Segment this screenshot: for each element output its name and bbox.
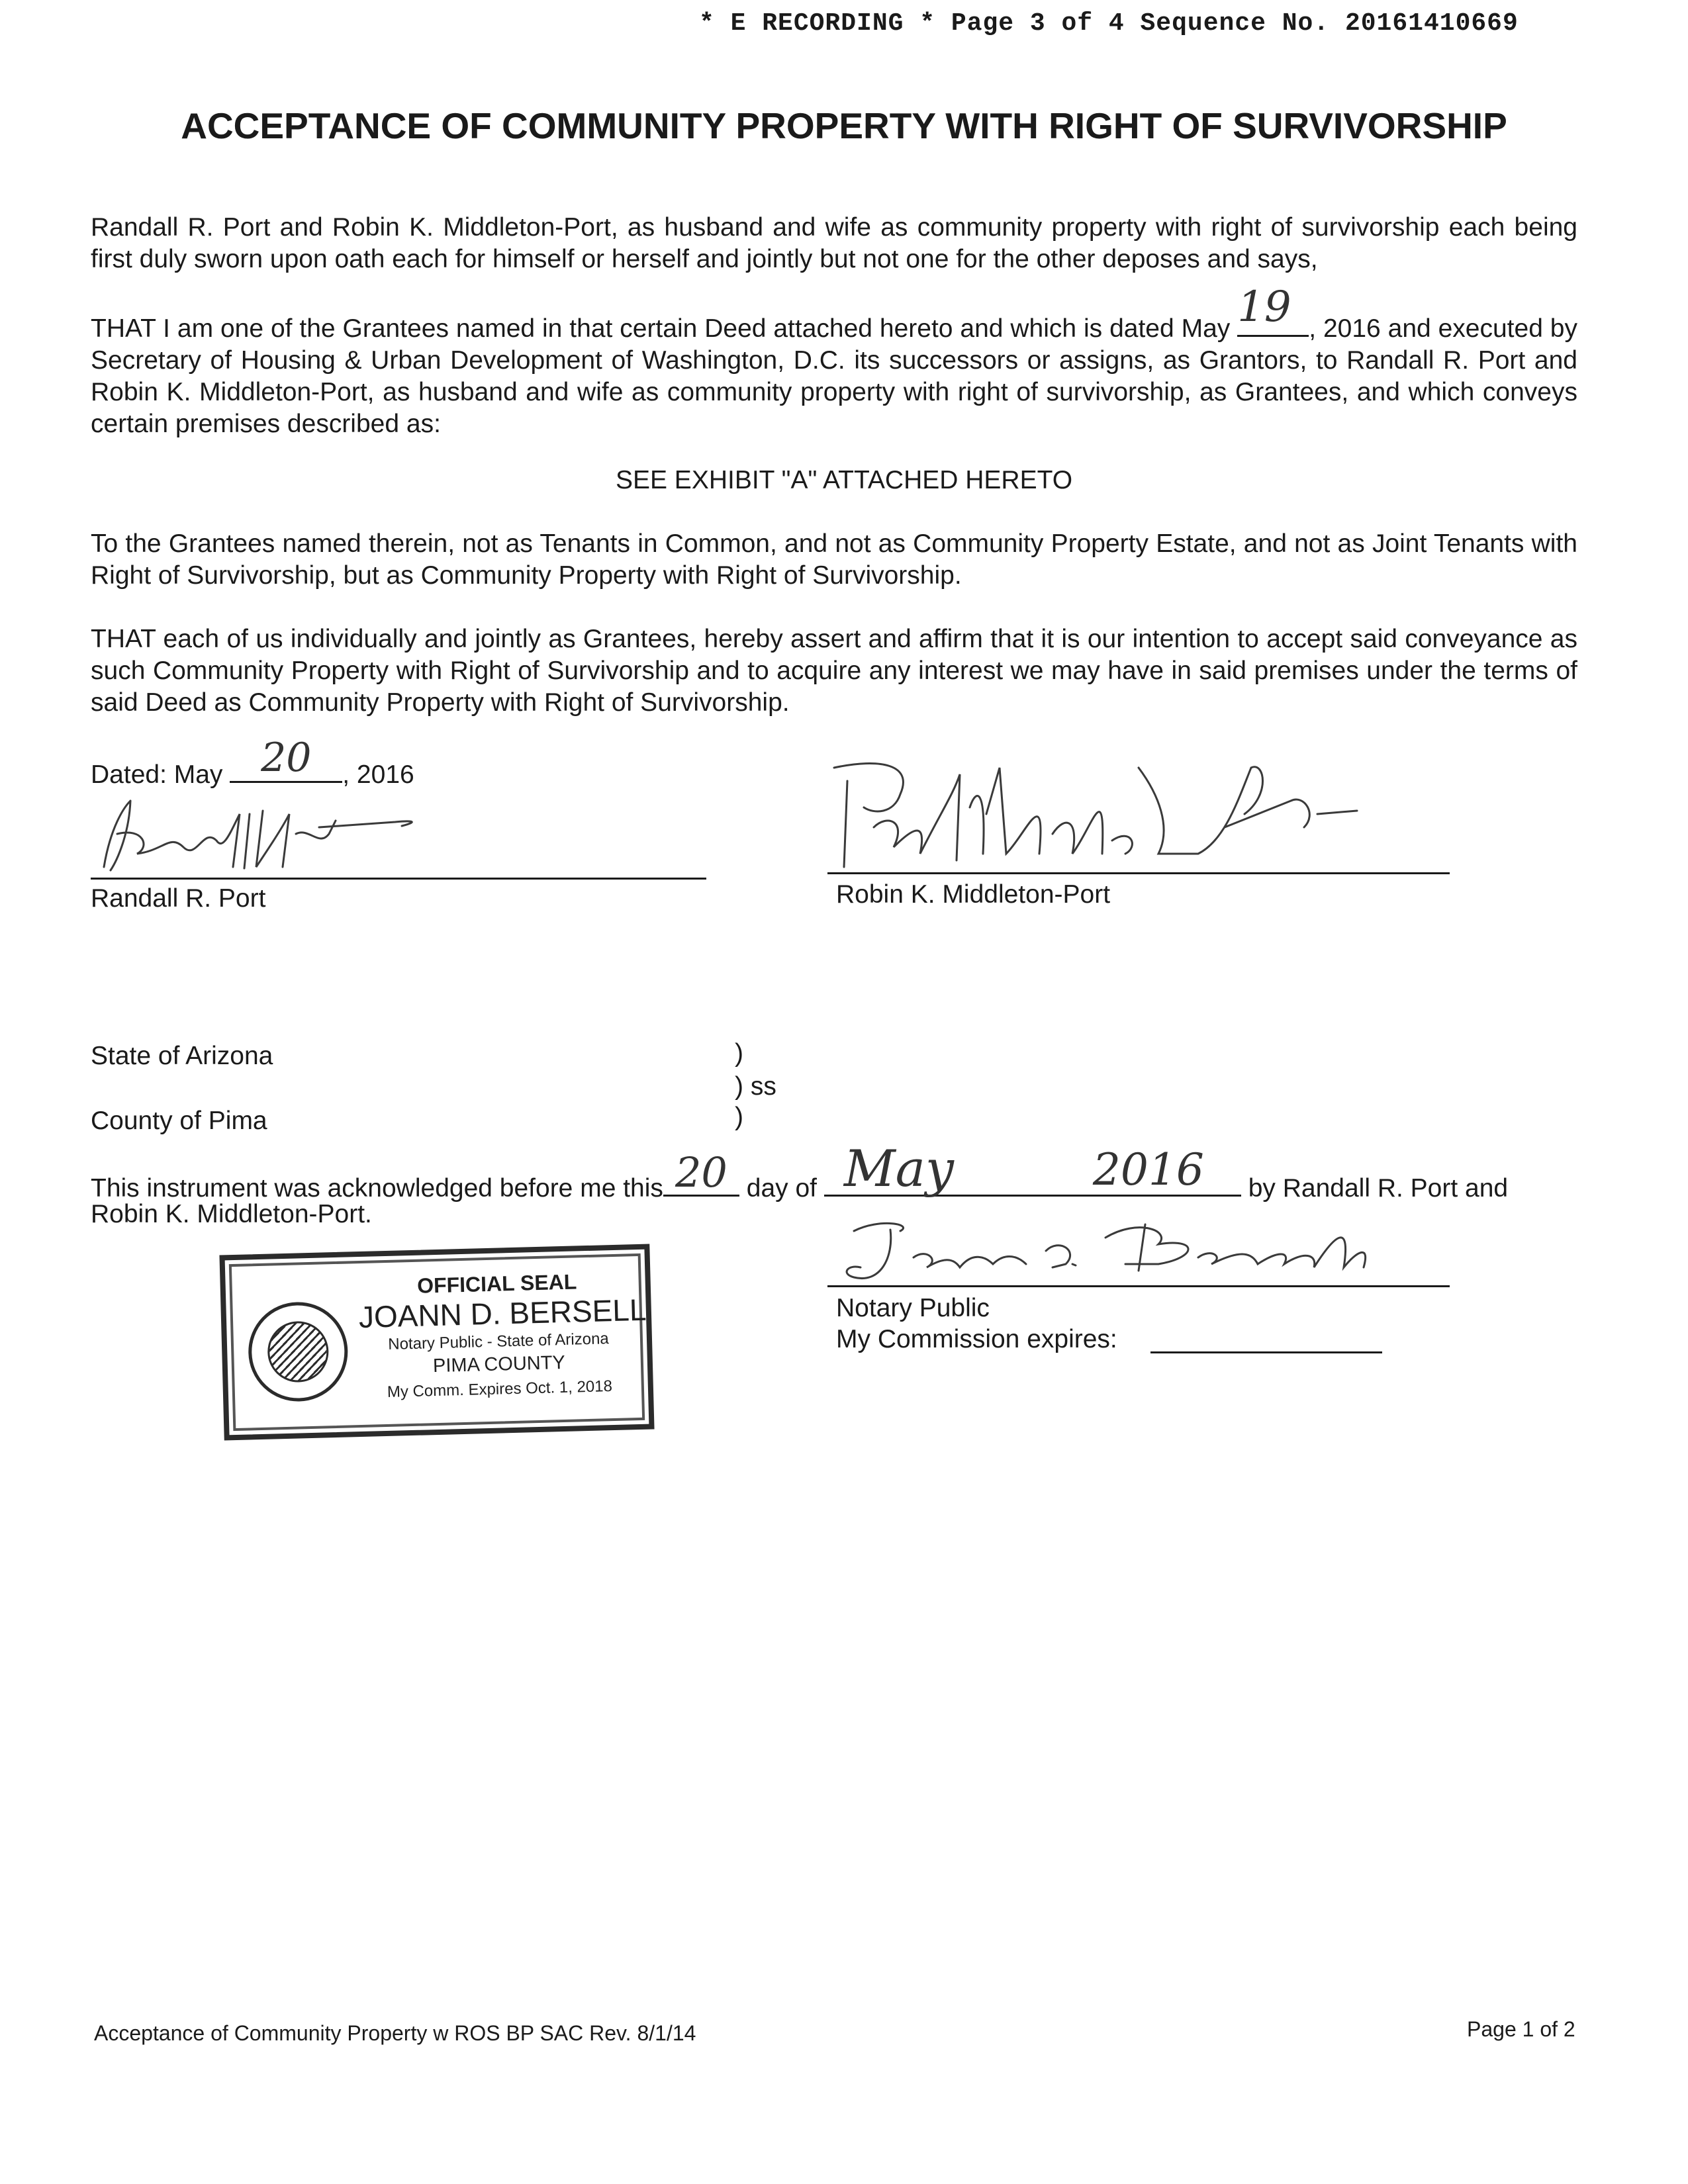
- venue-ss: ) ss: [735, 1072, 776, 1101]
- seal-expiration: My Comm. Expires Oct. 1, 2018: [387, 1377, 613, 1401]
- commission-expires-label: My Commission expires:: [836, 1325, 1117, 1353]
- ack-prefix: This instrument was acknowledged before me this: [91, 1174, 663, 1203]
- paragraph-tenancy: To the Grantees named therein, not as Tenants in Common, and not as Community Property Estate, and not as Joint Tenants with Right of Survivorship, but as Community Property with Right of Survivorship.: [91, 529, 1577, 590]
- venue-county: County of Pima: [91, 1107, 267, 1135]
- deed-day-field: [1237, 283, 1309, 337]
- paragraph-affirmation: THAT each of us individually and jointly as Grantees, hereby assert and affirm that it is our intention to accept said conveyance as such Community Property with Right of Survivorship and to acquire any interest we may have in said premises under the terms of said Deed as Community Property with Right of Survivorship.: [91, 625, 1577, 717]
- ack-year-handwritten: 2016: [1092, 1144, 1204, 1195]
- ack-year-field: [1092, 1144, 1241, 1197]
- signature-line-randall: [91, 878, 706, 880]
- ack-day-field: [663, 1148, 739, 1197]
- exhibit-reference: SEE EXHIBIT "A" ATTACHED HERETO: [615, 466, 1073, 494]
- seal-notary-name: JOANN D. BERSELL: [358, 1292, 647, 1335]
- state-seal-emblem-icon: [247, 1301, 349, 1403]
- venue-state: State of Arizona: [91, 1042, 273, 1070]
- deed-text-rest: , 2016 and executed by Secretary of Housing & Urban Development of Washington, D.C. its successors or assigns, as Grantors, to Randall R. Port and Robin K. Middleton-Port, as husband and wife as community property with right of survivorship, as Grantees, and which conveys certain premises described as:: [91, 314, 1577, 438]
- venue-bracket-3: ): [735, 1103, 743, 1131]
- signature-robin: [827, 754, 1456, 880]
- dated-line: [91, 735, 414, 790]
- signer1-name: Randall R. Port: [91, 884, 266, 913]
- signature-line-robin: [827, 872, 1450, 874]
- deed-text-start: THAT I am one of the Grantees named in that certain Deed attached hereto and which is dated May: [91, 314, 1231, 343]
- venue-bracket-1: ): [735, 1039, 743, 1068]
- deed-day-handwritten: 19: [1237, 283, 1291, 332]
- signature-notary: [827, 1211, 1450, 1291]
- dated-label: Dated: May: [91, 760, 223, 789]
- ack-month-handwritten: May: [843, 1139, 954, 1198]
- footer-page-number: Page 1 of 2: [1467, 2017, 1575, 2041]
- notary-public-label: Notary Public: [836, 1294, 990, 1322]
- signature-randall: [91, 788, 706, 880]
- commission-expires-line: [1150, 1351, 1382, 1353]
- seal-official: OFFICIAL SEAL: [416, 1269, 577, 1298]
- dated-day-field: [230, 735, 342, 783]
- paragraph-grantees: Randall R. Port and Robin K. Middleton-Port, as husband and wife as community property with right of survivorship each being first duly sworn upon oath each for himself or herself and jointly but not one for the other deposes and says,: [91, 213, 1577, 273]
- acknowledgment-line: [91, 1139, 1509, 1203]
- signature-line-notary: [827, 1285, 1450, 1287]
- signer2-name: Robin K. Middleton-Port: [836, 880, 1111, 909]
- footer-form-id: Acceptance of Community Property w ROS BP SAC Rev. 8/1/14: [94, 2021, 696, 2045]
- ack-second-line: Robin K. Middleton-Port.: [91, 1200, 372, 1228]
- notary-seal-stamp: [219, 1244, 654, 1441]
- ack-suffix: by Randall R. Port and: [1248, 1174, 1509, 1203]
- recording-header: * E RECORDING * Page 3 of 4 Sequence No. 20161410669: [699, 9, 1519, 38]
- seal-notary-state: Notary Public - State of Arizona: [387, 1330, 610, 1353]
- dated-day-handwritten: 20: [261, 735, 312, 781]
- ack-day-handwritten: 20: [675, 1148, 727, 1197]
- paragraph-deed: [91, 283, 1577, 440]
- document-title: ACCEPTANCE OF COMMUNITY PROPERTY WITH RIGHT OF SURVIVORSHIP: [181, 105, 1507, 146]
- seal-county: PIMA COUNTY: [432, 1351, 566, 1377]
- ack-day-of: day of: [746, 1174, 818, 1203]
- dated-year: , 2016: [342, 760, 414, 789]
